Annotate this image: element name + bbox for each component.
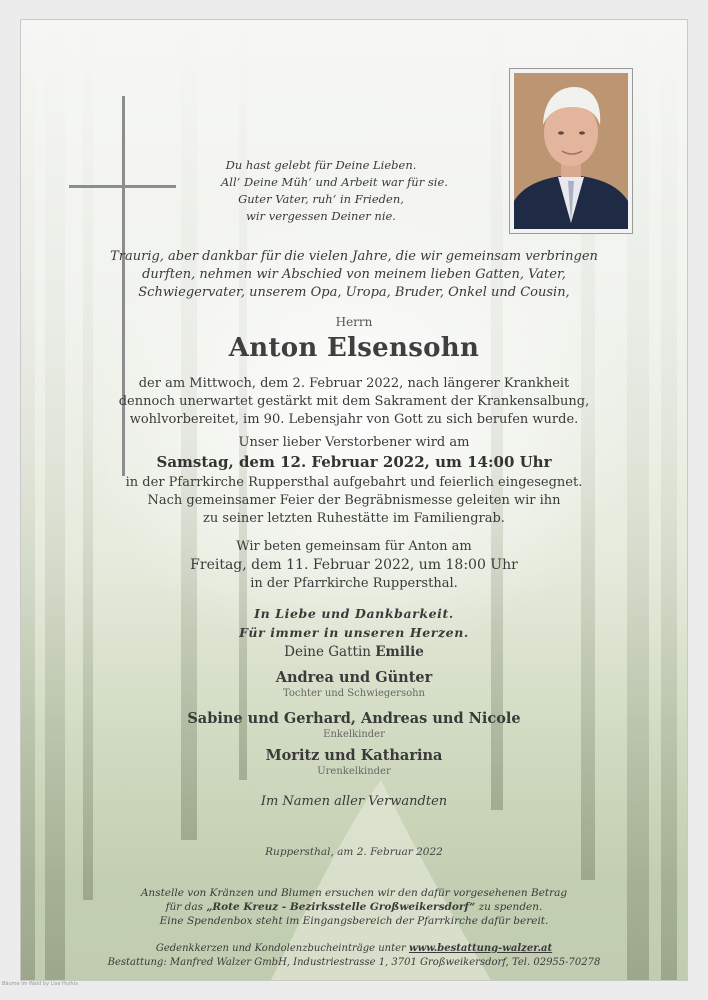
donation-line-3: Eine Spendenbox steht im Eingangsbereich der Pfarrkirche dafür bereit. bbox=[159, 915, 549, 927]
closing-line-1: In Liebe und Dankbarkeit. bbox=[254, 606, 454, 621]
wife-line bbox=[21, 644, 687, 660]
donation-line-2-pre: für das bbox=[165, 901, 207, 913]
funeral-date: Samstag, dem 12. Februar 2022, um 14:00 Uhr bbox=[156, 453, 552, 471]
wife-prefix: Deine Gattin bbox=[284, 644, 371, 660]
cross-icon-horizontal bbox=[69, 185, 176, 188]
donation-line-2 bbox=[21, 900, 687, 914]
salutation: Herrn bbox=[335, 315, 373, 329]
undertaker-line: Bestattung: Manfred Walzer GmbH, Industriestrasse 1, 3701 Großweikersdorf, Tel. 02955-70278 bbox=[107, 957, 601, 968]
prayer-line-2: Freitag, dem 11. Februar 2022, um 18:00 Uhr bbox=[190, 557, 518, 573]
condolence-text: Gedenkkerzen und Kondolenzbucheinträge unter bbox=[155, 943, 409, 954]
funeral-details-line-1: in der Pfarrkirche Ruppersthal aufgebahrt und feierlich eingesegnet. bbox=[125, 475, 583, 490]
deceased-name: Anton Elsensohn bbox=[228, 333, 480, 363]
family-group-2-relation: Enkelkinder bbox=[323, 729, 385, 740]
donation-organisation: „Rote Kreuz - Bezirksstelle Großweikersdorf“ bbox=[206, 901, 476, 913]
portrait-frame bbox=[509, 68, 633, 234]
intro-line-2: durften, nehmen wir Abschied von meinem lieben Gatten, Vater, bbox=[142, 267, 566, 282]
death-notice-line-3: wohlvorbereitet, im 90. Lebensjahr von Gott zu sich berufen wurde. bbox=[129, 412, 579, 427]
death-notice-line-2: dennoch unerwartet gestärkt mit dem Sakrament der Krankensalbung, bbox=[118, 394, 590, 409]
funeral-details-line-2: Nach gemeinsamer Feier der Begräbnismesse geleiten wir ihn bbox=[147, 493, 561, 508]
image-credit: Bäume im Wald by Lisa Hurkis bbox=[2, 981, 78, 987]
intro-line-3: Schwiegervater, unserem Opa, Uropa, Bruder, Onkel und Cousin, bbox=[138, 285, 570, 300]
intro-line-1: Traurig, aber dankbar für die vielen Jahre, die wir gemeinsam verbringen bbox=[110, 249, 598, 264]
condolence-line bbox=[21, 942, 687, 956]
family-group-1-relation: Tochter und Schwiegersohn bbox=[282, 688, 425, 699]
poem-line-2: All‘ Deine Müh‘ und Arbeit war für sie. bbox=[221, 175, 448, 189]
poem-line-1: Du hast gelebt für Deine Lieben. bbox=[225, 158, 417, 172]
prayer-line-3: in der Pfarrkirche Ruppersthal. bbox=[250, 576, 458, 591]
donation-line-2-post: zu spenden. bbox=[475, 901, 543, 913]
poem-line-3: Guter Vater, ruh‘ in Frieden, bbox=[238, 192, 404, 206]
funeral-details-line-3: zu seiner letzten Ruhestätte im Familiengrab. bbox=[203, 511, 505, 526]
closing-line-2: Für immer in unseren Herzen. bbox=[239, 625, 469, 640]
family-group-1-names: Andrea und Günter bbox=[275, 669, 433, 686]
prayer-line-1: Wir beten gemeinsam für Anton am bbox=[236, 539, 472, 554]
obituary-card bbox=[21, 20, 687, 980]
wife-name: Emilie bbox=[375, 644, 424, 660]
portrait-photo bbox=[514, 73, 628, 229]
condolence-link[interactable]: www.bestattung-walzer.at bbox=[408, 943, 553, 954]
all-relatives: Im Namen aller Verwandten bbox=[260, 794, 448, 809]
family-group-2-names: Sabine und Gerhard, Andreas und Nicole bbox=[187, 710, 521, 727]
family-group-3-names: Moritz und Katharina bbox=[265, 747, 443, 764]
place-date: Ruppersthal, am 2. Februar 2022 bbox=[265, 846, 443, 858]
death-notice-line-1: der am Mittwoch, dem 2. Februar 2022, nach längerer Krankheit bbox=[138, 376, 570, 391]
funeral-intro: Unser lieber Verstorbener wird am bbox=[238, 435, 470, 450]
family-group-3-relation: Urenkelkinder bbox=[317, 766, 391, 777]
poem-line-4: wir vergessen Deiner nie. bbox=[246, 209, 396, 223]
donation-line-1: Anstelle von Kränzen und Blumen ersuchen wir den dafür vorgesehenen Betrag bbox=[140, 887, 568, 899]
